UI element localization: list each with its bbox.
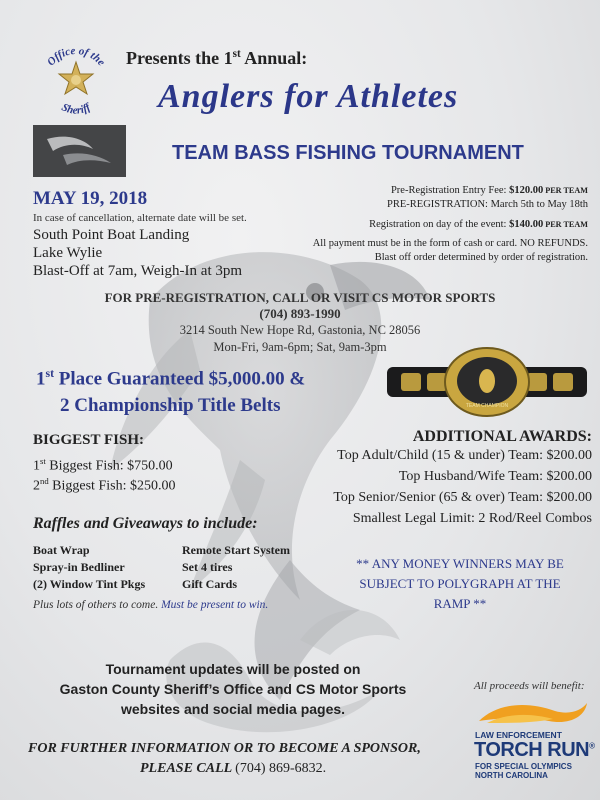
raffle-item: Spray-in Bedliner <box>33 560 125 574</box>
award-item: Smallest Legal Limit: 2 Rod/Reel Combos <box>352 511 592 526</box>
torch-run-line3: FOR SPECIAL OLYMPICS <box>475 762 572 771</box>
polygraph-line: RAMP ** <box>433 596 487 611</box>
cs-motor-sports-logo <box>33 125 126 177</box>
award-item: Top Senior/Senior (65 & over) Team: $200.00 <box>333 490 592 505</box>
day-of-registration-fee: Registration on day of the event: $140.00 PER TEAM <box>369 219 588 230</box>
torch-run-logo-text: TORCH RUN® <box>474 739 595 761</box>
belt-plate-text: TEAM CHAMPION <box>465 403 509 409</box>
championship-belts: 2 Championship Title Belts <box>60 395 281 416</box>
sheriff-seal-logo <box>36 42 116 122</box>
event-times: Blast-Off at 7am, Weigh-In at 3pm <box>33 263 243 279</box>
additional-awards-heading: ADDITIONAL AWARDS: <box>412 428 592 445</box>
motor-sports-phone: (704) 893-1990 <box>259 306 341 321</box>
sponsor-line: FOR FURTHER INFORMATION OR TO BECOME A SPONSOR, <box>28 741 421 756</box>
sponsor-phone: (704) 869-6832. <box>235 761 327 776</box>
location-landing: South Point Boat Landing <box>33 227 190 243</box>
raffle-more-note: Plus lots of others to come. Must be present to win. <box>33 599 269 611</box>
updates-line: websites and social media pages. <box>120 701 346 717</box>
raffle-item: Remote Start System <box>182 543 290 557</box>
tournament-subtitle: TEAM BASS FISHING TOURNAMENT <box>172 142 524 164</box>
event-date: MAY 19, 2018 <box>33 188 148 209</box>
presents-line: Presents the 1st Annual: <box>126 48 308 68</box>
torch-run-line1: LAW ENFORCEMENT <box>475 730 562 740</box>
biggest-fish-heading: BIGGEST FISH: <box>33 432 145 448</box>
raffles-heading: Raffles and Giveaways to include: <box>33 515 258 532</box>
updates-line: Gaston County Sheriff’s Office and CS Motor Sports <box>59 681 407 697</box>
location-lake: Lake Wylie <box>33 245 103 261</box>
pre-registration-fee: Pre-Registration Entry Fee: $120.00 PER TEAM <box>390 185 588 196</box>
raffle-item: Boat Wrap <box>33 543 90 557</box>
proceeds-benefit-label: All proceeds will benefit: <box>474 680 585 692</box>
award-item: Top Husband/Wife Team: $200.00 <box>398 469 592 484</box>
svg-text:Office of the: Office of the <box>44 44 108 69</box>
torch-run-line4: NORTH CAROLINA <box>475 771 548 780</box>
polygraph-line: ** ANY MONEY WINNERS MAY BE <box>356 556 564 571</box>
payment-note: All payment must be in the form of cash or card. NO REFUNDS. <box>312 238 588 249</box>
raffle-item: Set 4 tires <box>182 560 233 574</box>
updates-line: Tournament updates will be posted on <box>105 661 361 677</box>
raffle-item: (2) Window Tint Pkgs <box>33 577 146 591</box>
cancellation-note: In case of cancellation, alternate date will be set. <box>33 212 247 224</box>
championship-belt-image <box>387 343 587 421</box>
sponsor-call-line: PLEASE CALL (704) 869-6832. <box>140 761 327 776</box>
raffle-item: Gift Cards <box>182 577 237 591</box>
pre-registration-heading: FOR PRE-REGISTRATION, CALL OR VISIT CS MOTOR SPORTS <box>104 290 496 305</box>
award-item: Top Adult/Child (15 & under) Team: $200.00 <box>337 448 592 463</box>
pre-registration-dates: PRE-REGISTRATION: March 5th to May 18th <box>387 199 588 210</box>
first-place-prize: 1st Place Guaranteed $5,000.00 & <box>36 367 306 390</box>
second-biggest-fish: 2nd Biggest Fish: $250.00 <box>33 476 176 494</box>
present-to-win-note: Must be present to win. <box>161 599 269 611</box>
svg-text:Sheriff: Sheriff <box>59 101 93 117</box>
tournament-title: Anglers for Athletes <box>158 78 459 115</box>
first-biggest-fish: 1st Biggest Fish: $750.00 <box>33 456 173 474</box>
motor-sports-hours: Mon-Fri, 9am-6pm; Sat, 9am-3pm <box>213 340 387 354</box>
torch-flame-icon <box>477 697 589 729</box>
polygraph-line: SUBJECT TO POLYGRAPH AT THE <box>359 576 561 591</box>
blastoff-order-note: Blast off order determined by order of registration. <box>374 252 588 263</box>
motor-sports-address: 3214 South New Hope Rd, Gastonia, NC 28056 <box>179 323 421 337</box>
